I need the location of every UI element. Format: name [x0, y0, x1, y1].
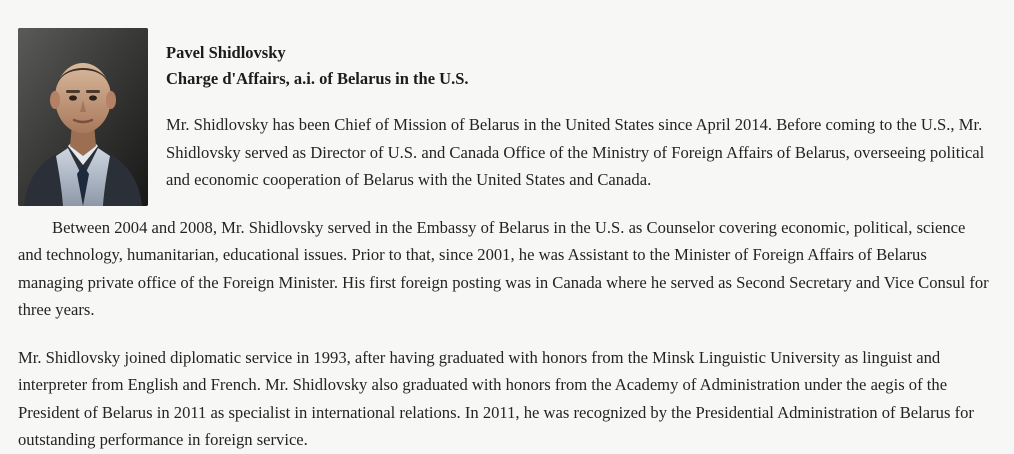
- page-title: Pavel Shidlovsky: [166, 43, 286, 62]
- portrait-photo-icon: [18, 28, 148, 206]
- bio-paragraph-2: Between 2004 and 2008, Mr. Shidlovsky served in the Embassy of Belarus in the U.S. as Counselor covering economic, political, science and technology, humanitarian, educational issues. Prior to that, since 2001, he was Assistant to the Minister of Foreign Affairs of Belarus managing private office of the Foreign Minister. His first foreign posting was in Canada where he served as Second Secretary and Vice Consul for three years.: [18, 217, 989, 320]
- avatar: [18, 28, 148, 206]
- bio-paragraph-1: Mr. Shidlovsky has been Chief of Mission of Belarus in the United States since April 2014. Before coming to the U.S., Mr. Shidlovsky served as Director of U.S. and Canada Office of the Ministry of Foreign Affairs of Belarus, overseeing political and economic cooperation of Belarus with the United States and Canada.: [166, 115, 985, 190]
- bio-paragraph-3: Mr. Shidlovsky joined diplomatic service in 1993, after having graduated with honors from the Minsk Linguistic University as linguist and interpreter from English and French. Mr. Shidlovsky also graduated with honors from the Academy of Administration under the aegis of the President of Belarus in 2011 as specialist in international relations. In 2011, he was recognized by the Presidential Administration of Belarus for outstanding performance in foreign service.: [18, 347, 974, 450]
- profile-title: Charge d'Affairs, a.i. of Belarus in the U.S.: [166, 68, 469, 88]
